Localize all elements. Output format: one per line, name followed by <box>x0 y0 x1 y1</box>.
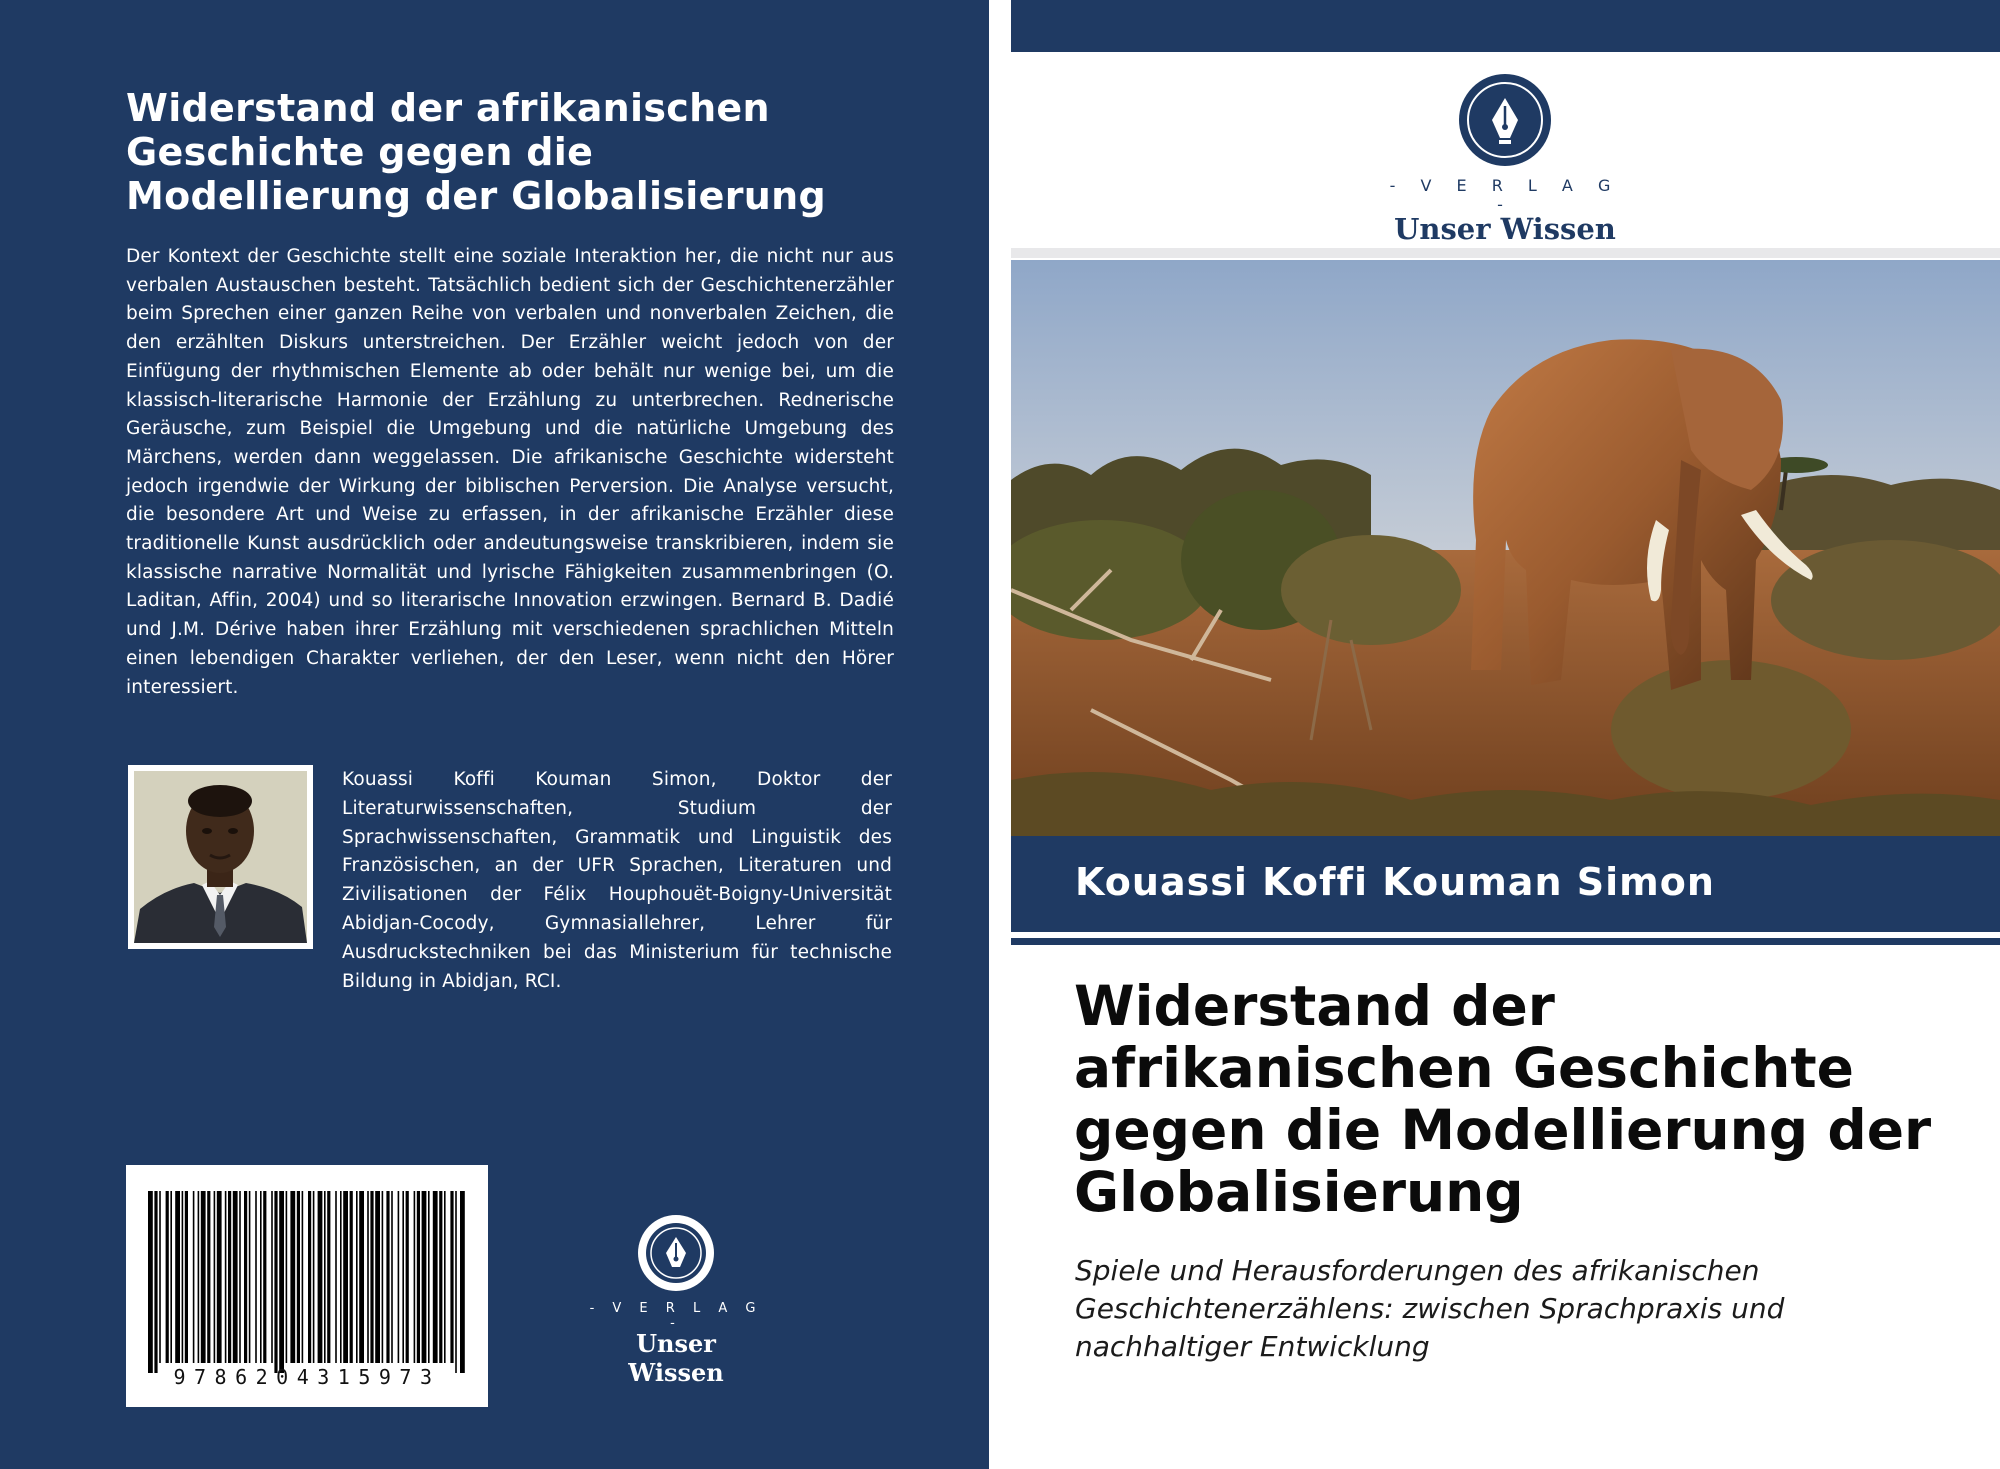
barcode-bar <box>327 1191 330 1363</box>
barcode-bar <box>302 1191 304 1363</box>
front-cover-title: Widerstand der afrikanischen Geschichte gegen die Modellierung der Globalisierung <box>1074 974 1932 1224</box>
isbn-barcode <box>126 1165 488 1407</box>
barcode-bar <box>214 1191 216 1363</box>
barcode-bar <box>297 1191 300 1363</box>
isbn-number: 9786204315973 <box>173 1365 441 1389</box>
front-author-name: Kouassi Koffi Kouman Simon <box>1075 860 1715 904</box>
front-cover-subtitle: Spiele und Herausforderungen des afrikanischen Geschichtenerzählens: zwischen Sprachpraxis und nachhaltiger Entwicklung <box>1075 1254 1785 1363</box>
barcode-bar <box>324 1191 326 1363</box>
barcode-bar <box>439 1191 442 1363</box>
front-cover <box>1011 0 2000 1469</box>
barcode-bar <box>313 1191 315 1363</box>
barcode-bar <box>422 1191 427 1363</box>
barcode-bar <box>450 1191 453 1363</box>
barcode-bar <box>249 1191 251 1363</box>
barcode-bar <box>444 1191 446 1363</box>
book-spine <box>989 0 1011 1469</box>
barcode-bar <box>175 1191 180 1363</box>
barcode-bar <box>225 1191 227 1363</box>
barcode-bar <box>286 1191 288 1363</box>
front-publisher-logo <box>1385 72 1625 246</box>
barcode-bar <box>398 1191 400 1363</box>
title-divider <box>1011 938 2000 945</box>
barcode-bar <box>170 1191 172 1363</box>
back-cover-blurb: Der Kontext der Geschichte stellt eine soziale Interaktion her, die nicht nur aus verbalen Austauschen besteht. Tatsächlich bedient sich der Geschichtenerzähler beim Sprechen einer ganzen Reihe von verbalen und nonverbalen Zeichen, die den erzählten Diskurs unterstreichen. Der Erzähler weicht jedoch von der Einfügung der rhythmischen Elemente ab oder behält nur wenige bei, um die klassisch-literarische Harmonie der Erzählung zu unterbrechen. Rednerische Geräusche, zum Beispiel die Umgebung und die natürliche Umgebung des Märchens, werden dann weggelassen. Die afrikanische Geschichte widersteht jedoch irgendwie der Wirkung der biblischen Perversion. Die Analyse versucht, die besondere Art und Weise zu erfassen, in der afrikanische Erzähler diese traditionelle Kunst ausdrücklich oder andeutungsweise transkribieren, indem sie klassische narrative Normalität und lyrische Fähigkeiten zusammenbringen (O. Laditan, Affin, 2004) und so literarische Innovation erzwingen. Bernard B. Dadié und J.M. Dérive haben ihrer Erzählung mit verschiedenen sprachlichen Mitteln einen lebendigen Charakter verliehen, der den Leser, wenn nicht den Hörer interessiert. <box>126 246 894 698</box>
barcode-bar <box>460 1191 465 1373</box>
barcode-bar <box>406 1191 409 1363</box>
barcode-bar <box>375 1191 380 1363</box>
barcode-bar <box>263 1191 266 1363</box>
barcode-bar <box>201 1191 206 1363</box>
barcode-bar <box>198 1191 200 1363</box>
barcode-bar <box>274 1191 277 1373</box>
barcode-bar <box>391 1191 393 1363</box>
back-cover <box>0 0 989 1469</box>
fountain-pen-nib-icon <box>636 1213 716 1293</box>
barcode-bar <box>228 1191 231 1363</box>
author-photo <box>128 765 313 949</box>
elephant-savanna-image <box>1011 260 2000 837</box>
publisher-verlag-label: - V E R L A G - <box>1389 176 1621 214</box>
fountain-pen-nib-icon <box>1457 72 1553 168</box>
barcode-bar <box>318 1191 323 1363</box>
barcode-bar <box>290 1191 295 1363</box>
barcode-bar <box>154 1191 157 1373</box>
barcode-bar <box>335 1191 337 1363</box>
back-publisher-logo <box>586 1213 766 1387</box>
barcode-bar <box>356 1191 358 1363</box>
barcode-bar <box>239 1191 241 1363</box>
barcode-bar <box>244 1191 247 1363</box>
barcode-bar <box>233 1191 238 1363</box>
thin-divider <box>1011 248 2000 258</box>
barcode-bar <box>166 1191 169 1363</box>
barcode-bar <box>428 1191 430 1363</box>
author-band <box>1011 836 2000 932</box>
barcode-bar <box>217 1191 222 1363</box>
barcode-bar <box>159 1191 161 1363</box>
publisher-verlag-label: - V E R L A G - <box>589 1301 763 1331</box>
barcode-bar <box>343 1191 348 1363</box>
barcode-bar <box>367 1191 369 1363</box>
back-cover-title: Widerstand der afrikanischen Geschichte gegen die Modellierung der Globalisierung <box>126 86 826 218</box>
barcode-bar <box>386 1191 389 1363</box>
barcode-bar <box>185 1191 188 1363</box>
barcode-bar <box>279 1191 284 1373</box>
barcode-bar <box>260 1191 262 1363</box>
barcode-bar <box>370 1191 373 1363</box>
barcode-bar <box>359 1191 364 1363</box>
publisher-name: Unser Wissen <box>1394 212 1616 246</box>
barcode-bar <box>455 1191 457 1373</box>
publisher-name: Unser Wissen <box>628 1329 724 1387</box>
barcode-bar <box>417 1191 420 1363</box>
barcode-bar <box>414 1191 416 1363</box>
barcode-bar <box>382 1191 384 1363</box>
barcode-bar <box>207 1191 210 1363</box>
author-bio: Kouassi Koffi Kouman Simon, Doktor der Literaturwissenschaften, Studium der Sprachwissenschaften, Grammatik und Linguistik des Französischen, an der UFR Sprachen, Literaturen und Zivilisationen der Félix Houphouët-Boigny-Universität Abidjan-Cocody, Gymnasiallehrer, Lehrer für Ausdruckstechniken bei das Ministerium für technische Bildung in Abidjan, RCI. <box>342 769 892 992</box>
barcode-bar <box>433 1191 438 1363</box>
barcode-bar <box>350 1191 353 1363</box>
author-portrait-image <box>134 771 307 943</box>
barcode-bar <box>182 1191 184 1363</box>
cover-photo-elephant <box>1011 260 2000 837</box>
barcode-bar <box>271 1191 273 1363</box>
barcode-bar <box>148 1191 153 1373</box>
barcode-bar <box>402 1191 404 1363</box>
front-top-bar <box>1011 0 2000 52</box>
barcode-bar <box>340 1191 342 1363</box>
barcode-bar <box>308 1191 311 1363</box>
barcode-bar <box>255 1191 257 1363</box>
barcode-bar <box>193 1191 195 1363</box>
